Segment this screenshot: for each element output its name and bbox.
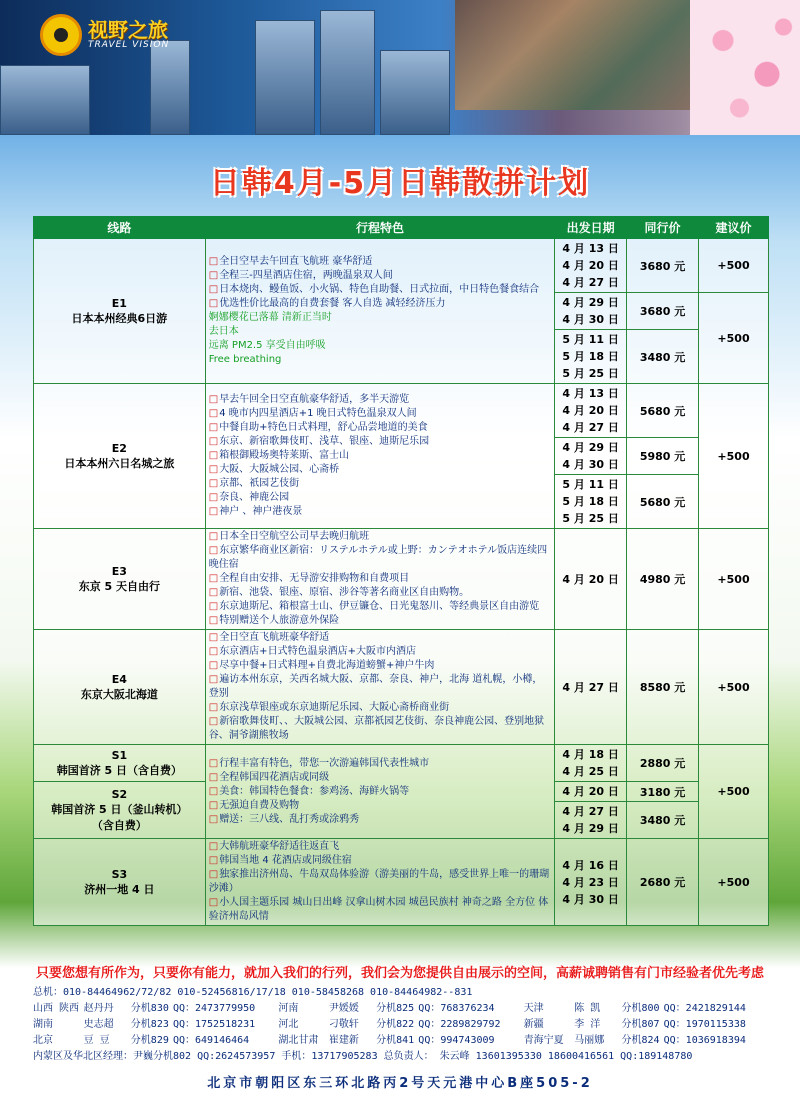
contact-cell: QQ：768376234 <box>418 1003 495 1014</box>
features-cell <box>205 384 554 529</box>
departure-date: 4 月 29 日 <box>562 441 619 454</box>
feature-item: □ 东京、新宿歌舞伎町、浅草、银座、迪斯尼乐园 <box>209 435 551 449</box>
feature-item: □ 无强迫自费及购物 <box>209 799 551 813</box>
route-name: 韩国首济 5 日（含自费） <box>56 763 183 777</box>
route-cell <box>34 239 206 384</box>
departure-date: 4 月 29 日 <box>562 296 619 309</box>
skyscraper-photo <box>320 10 375 135</box>
feature-item: □ 中餐自助+特色日式料理，舒心品尝地道的美食 <box>209 421 551 435</box>
contact-cell: 北京 <box>33 1035 53 1046</box>
departure-date: 5 月 25 日 <box>562 367 619 380</box>
feature-item: □ 赠送：三八线、乱打秀或涂鸦秀 <box>209 813 551 827</box>
dates-cell <box>555 782 627 802</box>
market-photo <box>455 0 705 110</box>
header-peer-price: 同行价 <box>627 217 699 239</box>
feature-item: □ 东京酒店+日式特色温泉酒店+大阪市内酒店 <box>209 645 551 659</box>
departure-date: 4 月 20 日 <box>562 785 619 798</box>
contact-cell: 分机800 <box>621 1003 660 1014</box>
features-cell <box>205 839 554 926</box>
route-name: 日本本州经典6日游 <box>71 311 168 325</box>
feature-item: 远离 PM2.5 享受自由呼吸 <box>208 340 326 351</box>
peer-price: 5680 元 <box>627 475 699 529</box>
departure-date: 4 月 18 日 <box>562 748 619 761</box>
departure-date: 4 月 29 日 <box>562 822 619 835</box>
contact-cell: 陈 凯 <box>574 1003 601 1014</box>
page-title: 日韩4月-5月日韩散拼计划 <box>209 166 591 201</box>
departure-date: 4 月 13 日 <box>562 242 619 255</box>
departure-date: 4 月 27 日 <box>562 805 619 818</box>
feature-item: □ 东京繁华商业区新宿：リステルホテル或上野：カンテオホテル饭店连续四晚住宿 <box>209 544 551 572</box>
route-name: 日本本州六日名城之旅 <box>64 456 175 470</box>
contact-cell: 新疆 <box>523 1019 544 1030</box>
header-banner <box>0 0 800 135</box>
feature-item: □ 东京浅草银座或东京迪斯尼乐园、大阪心斋桥商业街 <box>209 701 551 715</box>
route-code: E3 <box>111 564 127 578</box>
features-cell <box>205 239 554 384</box>
feature-item: □ 日本烧肉、鳗鱼饭、小火锅、特色自助餐、日式拉面，中日特色餐食结合 <box>209 283 551 297</box>
header-features: 行程特色 <box>205 217 554 239</box>
peer-price: 3180 元 <box>627 782 699 802</box>
departure-date: 4 月 13 日 <box>562 387 619 400</box>
departure-date: 4 月 27 日 <box>562 421 619 434</box>
header-suggested-price: 建议价 <box>699 217 769 239</box>
route-code: S1 <box>111 748 128 762</box>
feature-item: □ 新宿歌舞伎町、、大阪城公园、京都祇园艺伎街、奈良神鹿公园、登别地狱谷、洞爷湖熊牧场 <box>209 715 551 743</box>
feature-item: □ 特别赠送个人旅游意外保险 <box>209 614 551 628</box>
feature-item: 去日本 <box>208 326 239 337</box>
departure-date: 4 月 30 日 <box>562 313 619 326</box>
peer-price: 3480 元 <box>627 330 699 384</box>
cherry-blossom-photo <box>690 0 800 135</box>
contact-cell: 河北 <box>278 1019 299 1030</box>
contact-line: 总机：010-84464962/72/82 010-52456816/17/18 010-58458268 010-84464982--831 <box>33 987 473 998</box>
suggested-price: +500 <box>699 239 769 293</box>
route-name: 东京大阪北海道 <box>80 687 158 701</box>
departure-date: 4 月 30 日 <box>562 892 619 906</box>
features-cell <box>205 630 554 745</box>
peer-price: 5980 元 <box>627 438 699 475</box>
departure-date: 4 月 20 日 <box>562 572 619 586</box>
contact-cell: 刁敬轩 <box>328 1019 359 1030</box>
contact-cell: 分机822 <box>376 1019 415 1030</box>
dates-cell <box>555 239 627 293</box>
suggested-price: +500 <box>699 630 769 745</box>
route-cell <box>34 745 206 782</box>
departure-date: 4 月 20 日 <box>562 404 619 417</box>
dates-cell <box>555 630 627 745</box>
features-cell <box>205 745 554 839</box>
feature-item: □ 优选性价比最高的自费套餐 客人自选 减轻经济压力 <box>209 297 551 311</box>
contact-cell: 河南 <box>278 1003 299 1014</box>
contact-row <box>33 1033 769 1049</box>
dates-cell <box>555 745 627 782</box>
contact-cell: 李 洋 <box>574 1019 601 1030</box>
contact-cell: QQ：1036918394 <box>663 1035 746 1046</box>
contact-line: 内蒙区及华北区经理：尹巍分机802 QQ:2624573957 手机：13717905283 总负责人： 朱云峰 13601395330 18600416561 QQ:189148780 <box>33 1051 693 1062</box>
route-cell <box>34 384 206 529</box>
feature-item: □ 新宿、池袋、银座、原宿、涉谷等著名商业区自由购物。 <box>209 586 551 600</box>
recruit-banner: 只要您想有所作为，只要你有能力，就加入我们的行列，我们会为您提供自由展示的空间，高薪诚聘销售有门市经验者优先考虑 <box>35 966 764 981</box>
contact-cell: 马丽娜 <box>574 1035 605 1046</box>
table-row <box>34 529 769 630</box>
feature-item: □ 奈良、神鹿公园 <box>209 491 551 505</box>
contact-cell: 赵丹丹 <box>83 1003 114 1014</box>
feature-item: □ 全程三-四星酒店住宿，两晚温泉双人间 <box>209 269 551 283</box>
route-name-note: （含自费） <box>91 818 147 832</box>
contact-cell: 分机829 <box>130 1035 169 1046</box>
building-photo <box>380 50 450 135</box>
feature-item: □ 遍访本州东京，关西名城大阪、京都、奈良、神户，北海 道札幌，小樽，登别 <box>209 673 551 701</box>
peer-price: 5680 元 <box>627 384 699 438</box>
contact-cell: 崔建新 <box>328 1035 359 1046</box>
departure-date: 5 月 18 日 <box>562 350 619 363</box>
route-cell <box>34 630 206 745</box>
dates-cell <box>555 839 627 926</box>
contact-cell: 史志超 <box>83 1019 114 1030</box>
feature-item: □ 尽享中餐+日式料理+自费北海道螃蟹+神户牛肉 <box>209 659 551 673</box>
dates-cell <box>555 384 627 438</box>
departure-date: 4 月 27 日 <box>562 276 619 289</box>
route-name: 东京 5 天自由行 <box>78 579 161 593</box>
header-dates: 出发日期 <box>555 217 627 239</box>
contact-cell: 分机825 <box>376 1003 415 1014</box>
contact-cell: 豆 豆 <box>83 1035 110 1046</box>
suggested-price: +500 <box>699 384 769 529</box>
peer-price: 3480 元 <box>627 802 699 839</box>
peer-price: 3680 元 <box>627 239 699 293</box>
route-name: 济州一地 4 日 <box>84 882 155 896</box>
feature-item: □ 箱根御殿场奥特莱斯、富士山 <box>209 449 551 463</box>
contact-list <box>33 985 769 1065</box>
route-name: 韩国首济 5 日（釜山转机） <box>51 802 188 816</box>
feature-item: □ 大阪、大阪城公园、心斋桥 <box>209 463 551 477</box>
departure-date: 4 月 23 日 <box>562 875 619 889</box>
features-cell <box>205 529 554 630</box>
departure-date: 5 月 18 日 <box>562 495 619 508</box>
contact-cell: QQ：1752518231 <box>172 1019 256 1030</box>
dates-cell <box>555 330 627 384</box>
contact-cell: 青海宁夏 <box>523 1035 564 1046</box>
route-cell <box>34 529 206 630</box>
contact-row <box>33 1049 769 1065</box>
route-cell <box>34 782 206 839</box>
departure-date: 5 月 25 日 <box>562 512 619 525</box>
table-row <box>34 630 769 745</box>
feature-item: □ 神户 、神户港夜景 <box>209 505 551 519</box>
contact-cell: 分机807 <box>621 1019 660 1030</box>
feature-item: □ 独家推出济州岛、牛岛双岛体验游（游美丽的牛岛，感受世界上唯一的珊瑚沙滩） <box>209 868 551 896</box>
contact-cell: 分机824 <box>621 1035 660 1046</box>
skyscraper-photo <box>255 20 315 135</box>
dates-cell <box>555 475 627 529</box>
contact-cell: 分机841 <box>376 1035 415 1046</box>
suggested-price: +500 <box>699 293 769 384</box>
feature-item: Free breathing <box>208 354 282 365</box>
contact-cell: 天津 <box>523 1003 544 1014</box>
contact-cell: QQ：2421829144 <box>663 1003 746 1014</box>
office-address: 北京市朝阳区东三环北路丙2号天元港中心B座505-2 <box>207 1076 593 1091</box>
departure-date: 5 月 11 日 <box>562 333 619 346</box>
feature-item: □ 早去午回全日空直航豪华舒适，多半天游览 <box>209 393 551 407</box>
departure-date: 5 月 11 日 <box>562 478 619 491</box>
dates-cell <box>555 529 627 630</box>
contact-row <box>33 985 769 1001</box>
dates-cell <box>555 293 627 330</box>
eye-logo-icon <box>40 14 82 56</box>
suggested-price: +500 <box>699 529 769 630</box>
departure-date: 4 月 30 日 <box>562 458 619 471</box>
table-header-row <box>34 217 769 239</box>
suggested-price: +500 <box>699 839 769 926</box>
contact-cell: 尹媛媛 <box>328 1003 359 1014</box>
contact-cell: QQ：1970115338 <box>663 1019 746 1030</box>
logo-en: TRAVEL VISION <box>88 40 170 50</box>
peer-price: 3680 元 <box>627 293 699 330</box>
departure-date: 4 月 27 日 <box>562 680 619 694</box>
contact-cell: QQ：994743009 <box>418 1035 495 1046</box>
route-code: E4 <box>111 672 127 686</box>
feature-item: □ 日本全日空航空公司早去晚归航班 <box>209 530 551 544</box>
peer-price: 2680 元 <box>627 839 699 926</box>
contact-cell: 湖南 <box>33 1019 53 1030</box>
contact-cell: QQ：2473779950 <box>172 1003 256 1014</box>
city-skyline-photo <box>0 65 90 135</box>
feature-item: □ 大韩航班豪华舒适往返直飞 <box>209 840 551 854</box>
peer-price: 2880 元 <box>627 745 699 782</box>
feature-item: □ 韩国当地 4 花酒店或同级住宿 <box>209 854 551 868</box>
peer-price: 8580 元 <box>627 630 699 745</box>
contact-cell: 湖北甘肃 <box>278 1035 319 1046</box>
contact-row <box>33 1017 769 1033</box>
tour-table <box>33 216 769 926</box>
feature-item: □ 行程丰富有特色，带您一次游遍韩国代表性城市 <box>209 757 551 771</box>
suggested-price: +500 <box>699 745 769 839</box>
logo-cn: 视野之旅 <box>88 18 168 42</box>
contact-cell: 分机823 <box>130 1019 169 1030</box>
feature-item: □ 4 晚市内四星酒店+1 晚日式特色温泉双人间 <box>209 407 551 421</box>
route-code: E2 <box>111 441 127 455</box>
route-cell <box>34 839 206 926</box>
departure-date: 4 月 20 日 <box>562 259 619 272</box>
dates-cell <box>555 802 627 839</box>
feature-item: □ 全日空直飞航班豪华舒适 <box>209 631 551 645</box>
feature-item: □ 京都、祇园艺伎街 <box>209 477 551 491</box>
feature-item: □ 小人国主题乐园 城山日出峰 汉拿山树木园 城邑民族村 神奇之路 全方位 体验济州岛风情 <box>209 896 551 924</box>
departure-date: 4 月 25 日 <box>562 765 619 778</box>
route-code: S2 <box>111 787 128 801</box>
contact-cell: 山西 陕西 <box>33 1003 80 1014</box>
feature-item: □ 全程自由安排、无导游安排购物和自费项目 <box>209 572 551 586</box>
feature-item: □ 全程韩国四花酒店或同级 <box>209 771 551 785</box>
departure-date: 4 月 16 日 <box>562 858 619 872</box>
contact-row <box>33 1001 769 1017</box>
feature-item: 婀娜樱花已落幕 清新正当时 <box>208 312 332 323</box>
peer-price: 4980 元 <box>627 529 699 630</box>
feature-item: □ 全日空早去午回直飞航班 豪华舒适 <box>209 255 551 269</box>
feature-item: □ 东京迪斯尼、箱根富士山、伊豆镰仓、日光鬼怒川、等经典景区自由游览 <box>209 600 551 614</box>
feature-item: □ 美食：韩国特色餐食：参鸡汤、海鲜火锅等 <box>209 785 551 799</box>
header-route: 线路 <box>34 217 206 239</box>
contact-cell: QQ：2289829792 <box>418 1019 501 1030</box>
route-code: E1 <box>111 296 127 310</box>
brand-logo <box>40 14 169 56</box>
contact-cell: 分机830 <box>130 1003 169 1014</box>
contact-cell: QQ：649146464 <box>172 1035 250 1046</box>
dates-cell <box>555 438 627 475</box>
route-code: S3 <box>111 867 128 881</box>
